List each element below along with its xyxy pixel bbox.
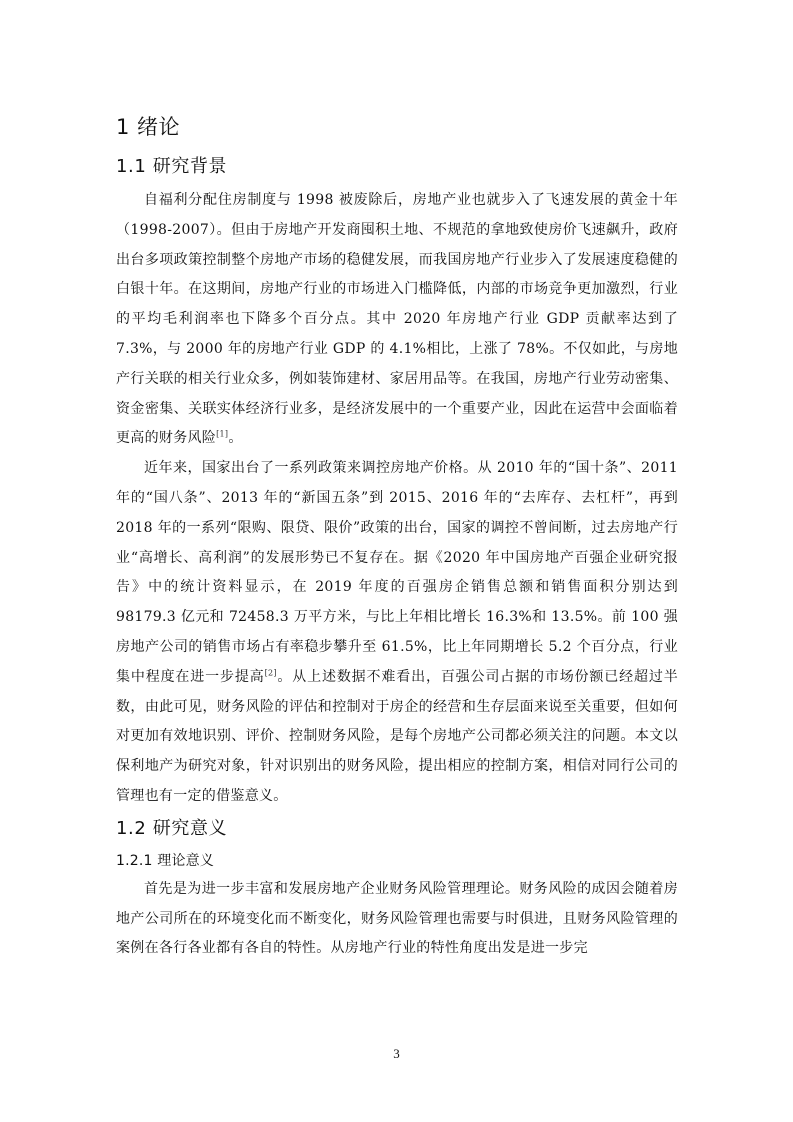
page-content (116, 110, 678, 964)
paragraph-text-b: 。从上述数据不难看出，百强公司占据的市场份额已经超过半数，由此可见，财务风险的评估和控制对于房企的经营和生存层面来说至关重要，但如何对更加有效地识别、评价、控制财务风险，是每个房地产公司都必须关注的问题。本文以保利地产为研究对象，针对识别出的财务风险，提出相应的控制方案，相信对同行公司的管理也有一定的借鉴意义。 (116, 668, 678, 804)
citation-1: [1] (216, 429, 229, 439)
page-number: 3 (393, 1046, 400, 1061)
subsection-title-theoretical-significance: 1.2.1 理论意义 (116, 852, 215, 869)
section-title-research-background: 1.1 研究背景 (116, 156, 228, 177)
paragraph-theoretical-significance: 首先是为进一步丰富和发展房地产企业财务风险管理理论。财务风险的成因会随着房地产公司所在的环境变化而不断变化，财务风险管理也需要与时俱进，且财务风险管理的案例在各行各业都有各自的特性。从房地产行业的特性角度出发是进一步完 (116, 880, 678, 957)
citation-2: [2] (264, 668, 277, 678)
chapter-title: 1 绪论 (116, 115, 181, 139)
section-title-research-significance: 1.2 研究意义 (116, 817, 228, 839)
paragraph-text-a: 近年来，国家出台了一系列政策来调控房地产价格。从 2010 年的“国十条”、2011 年的“国八条”、2013 年的“新国五条”到 2015、2016 年的“去库存、去杠杆”，再到 2018 年的一系列“限购、限贷、限价”政策的出台，国家的调控不曾间断，过去房地产行业“高增长、高利润”的发展形势已不复存在。据《2020 年中国房地产百强企业研究报告》中的统计资料显示，在 2019 年度的百强房企销售总额和销售面积分别达到 98179.3 亿元和 72458.3 万平方米，与比上年相比增长 16.3%和 13.5%。前 100 强房地产公司的销售市场占有率稳步攀升至 61.5%，比上年同期增长 5.2 个百分点，行业集中程度在进一步提高 (116, 460, 678, 685)
paragraph-text: 自福利分配住房制度与 1998 被废除后，房地产业也就步入了飞速发展的黄金十年（1998-2007）。但由于房地产开发商囤积土地、不规范的拿地致使房价飞速飙升，政府出台多项政策控制整个房地产市场的稳健发展，而我国房地产行业步入了发展速度稳健的白银十年。在这期间，房地产行业的市场进入门槛降低，内部的市场竞争更加激烈，行业的平均毛利润率也下降多个百分点。其中 2020 年房地产行业 GDP 贡献率达到了 7.3%，与 2000 年的房地产行业 GDP 的 4.1%相比，上涨了 78%。不仅如此，与房地产行关联的相关行业众多，例如装饰建材、家居用品等。在我国，房地产行业劳动密集、资金密集、关联实体经济行业多，是经济发展中的一个重要产业，因此在运营中会面临着更高的财务风险 (116, 192, 678, 447)
paragraph-background-1 (116, 186, 678, 454)
paragraph-end: 。 (228, 430, 243, 447)
paragraph-background-2 (116, 454, 678, 812)
